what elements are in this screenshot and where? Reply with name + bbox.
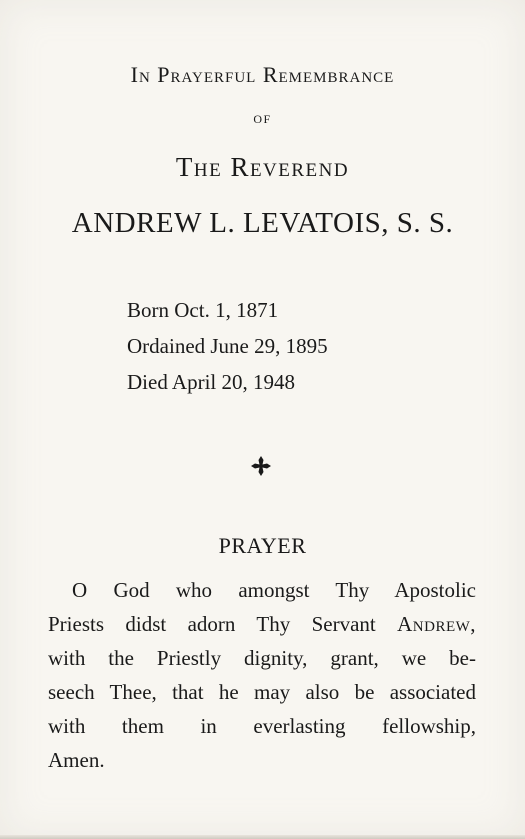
died-date: Died April 20, 1948	[127, 370, 295, 394]
heading-reverend: The Reverend	[175, 152, 350, 182]
prayer-line: Amen.	[48, 748, 105, 772]
born-date: Born Oct. 1, 1871	[127, 298, 279, 322]
prayer-line: with the Priestly dignity, grant, we be-	[48, 646, 476, 670]
prayer-line: seech Thee, that he may also be associated	[48, 680, 476, 704]
dates-block	[127, 292, 328, 400]
prayer-line: Priests didst adorn Thy Servant Andrew,	[48, 612, 477, 636]
card-edge	[0, 835, 525, 839]
cross-icon	[250, 455, 272, 477]
prayer-text	[48, 573, 476, 777]
prayer-line: with them in everlasting fellowship,	[48, 714, 476, 738]
ordained-date: Ordained June 29, 1895	[127, 334, 328, 358]
prayer-line: O God who amongst Thy Apostolic	[72, 578, 476, 602]
deceased-name: ANDREW L. LEVATOIS, S. S.	[71, 207, 454, 239]
heading-of: of	[253, 108, 272, 127]
prayer-title: PRAYER	[218, 533, 307, 558]
heading-remembrance: In Prayerful Remembrance	[130, 62, 395, 87]
prayer-name-andrew: Andrew,	[397, 612, 477, 636]
